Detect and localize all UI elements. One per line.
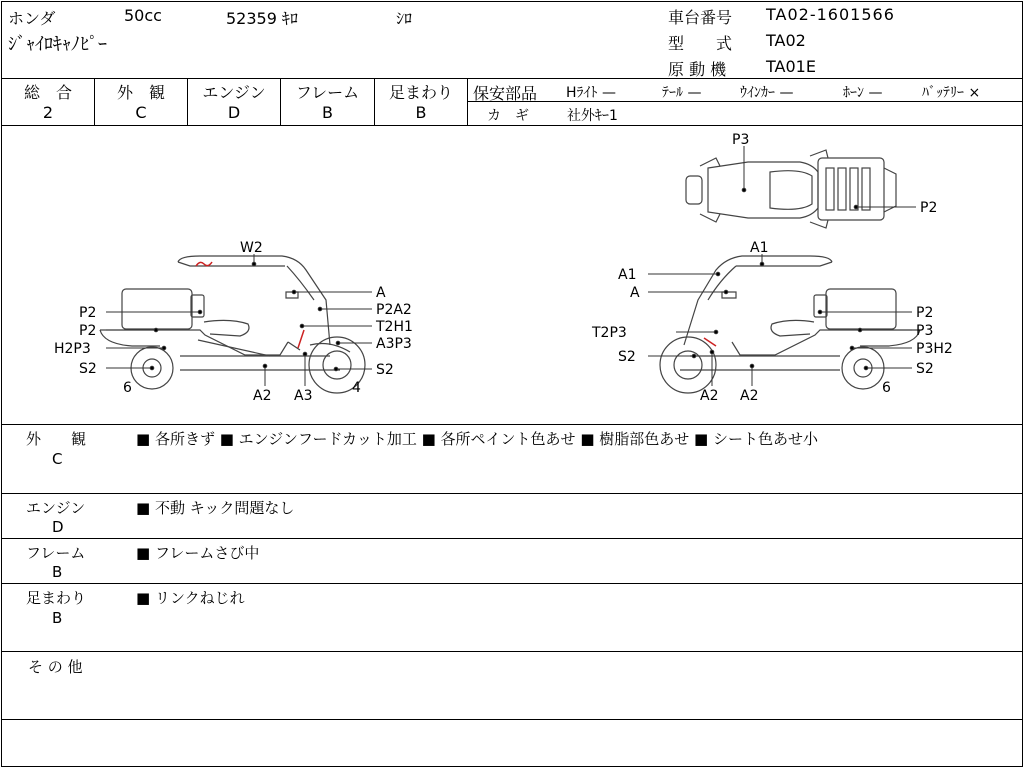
diagram-label: T2P3 (592, 325, 627, 341)
key-value: 社外ｷｰ1 (567, 108, 618, 124)
engine-model-label: 原 動 機 (668, 60, 727, 79)
diagram-label: A3P3 (376, 336, 412, 352)
diagram-label: 6 (123, 380, 132, 396)
divider (1, 538, 1022, 539)
damage-diagram (0, 126, 1024, 424)
winker-status: ｳｲﾝｶｰ — (740, 85, 794, 101)
divider (1, 651, 1022, 652)
taillight-status: ﾃｰﾙ — (662, 85, 702, 101)
note-frame-grade: B (52, 563, 63, 581)
diagram-label: S2 (618, 349, 636, 365)
diagram-label: P2 (920, 200, 938, 216)
overall-grade-label: 総 合 (23, 83, 72, 102)
diagram-label: A1 (618, 267, 637, 283)
diagram-label: W2 (240, 240, 263, 256)
diagram-label: H2P3 (54, 341, 91, 357)
top-view-vehicle-outline (686, 150, 896, 228)
diagram-label: P3H2 (916, 341, 953, 357)
model-name: ｼﾞｬｲﾛｷｬﾉﾋﾟｰ (8, 34, 107, 55)
damage-mark (298, 330, 304, 348)
maker: ホンダ (8, 9, 56, 28)
engine-grade-label: エンジン (202, 83, 266, 102)
note-other-label: そ の 他 (28, 658, 83, 676)
diagram-label: A1 (750, 240, 769, 256)
diagram-label: S2 (376, 362, 394, 378)
note-engine-grade: D (52, 518, 64, 536)
horn-status: ﾎｰﾝ — (843, 85, 883, 101)
note-exterior-grade: C (52, 450, 63, 468)
diagram-label: A2 (253, 388, 272, 404)
diagram-label: A (376, 285, 386, 301)
note-frame-text: ■ フレームさび中 (136, 544, 260, 562)
note-suspension-label: 足まわり (26, 589, 87, 607)
headlight-status: Hﾗｲﾄ — (566, 85, 616, 101)
key-label: カ ギ (487, 108, 529, 124)
engine-cc: 50cc (124, 6, 162, 25)
mileage: 52359 ｷﾛ (226, 9, 298, 28)
type-label: 型 式 (668, 34, 733, 53)
diagram-label: P2 (79, 323, 97, 339)
right-side-vehicle-outline (660, 256, 920, 393)
diagram-label: P3 (732, 132, 750, 148)
diagram-label: A (630, 285, 640, 301)
engine-grade-value: D (227, 103, 241, 122)
type-value: TA02 (766, 31, 806, 50)
chassis-label: 車台番号 (668, 8, 733, 27)
chassis-value: TA02-1601566 (766, 5, 895, 24)
diagram-label: S2 (79, 361, 97, 377)
exterior-grade-value: C (135, 103, 147, 122)
divider (1, 719, 1022, 720)
body-color: ｼﾛ (396, 9, 413, 28)
divider (1, 424, 1022, 425)
divider (1, 493, 1022, 494)
battery-status: ﾊﾞｯﾃﾘｰ × (922, 85, 981, 101)
diagram-label: T2H1 (376, 319, 413, 335)
note-exterior-text: ■ 各所きず ■ エンジンフードカット加工 ■ 各所ペイント色あせ ■ 樹脂部色あせ ■ シート色あせ小 (136, 430, 818, 448)
divider (1, 583, 1022, 584)
note-frame-label: フレーム (26, 544, 86, 562)
exterior-grade-label: 外 観 (116, 83, 165, 102)
diagram-label: P2 (79, 305, 97, 321)
divider (467, 78, 468, 125)
note-suspension-text: ■ リンクねじれ (136, 589, 245, 607)
note-engine-text: ■ 不動 キック問題なし (136, 499, 295, 517)
suspension-grade-label: 足まわり (388, 83, 453, 102)
diagram-label: P2 (916, 305, 934, 321)
suspension-grade-value: B (415, 103, 427, 122)
note-suspension-grade: B (52, 609, 63, 627)
damage-marks (196, 262, 716, 348)
diagram-label: A3 (294, 388, 313, 404)
diagram-label: S2 (916, 361, 934, 377)
frame-grade-value: B (322, 103, 333, 122)
diagram-label: 4 (352, 380, 361, 396)
divider (1, 78, 1022, 79)
note-engine-label: エンジン (26, 499, 86, 517)
engine-model-value: TA01E (766, 57, 816, 76)
diagram-label: P2A2 (376, 302, 412, 318)
left-side-vehicle-outline (100, 256, 365, 393)
safety-parts-label: 保安部品 (473, 84, 538, 103)
note-exterior-label: 外 観 (26, 430, 87, 448)
diagram-label: 6 (882, 380, 891, 396)
frame-grade-label: フレーム (295, 83, 360, 102)
diagram-label: A2 (740, 388, 759, 404)
damage-mark (704, 338, 716, 346)
diagram-label: A2 (700, 388, 719, 404)
diagram-label: P3 (916, 323, 934, 339)
overall-grade-value: 2 (42, 103, 54, 122)
